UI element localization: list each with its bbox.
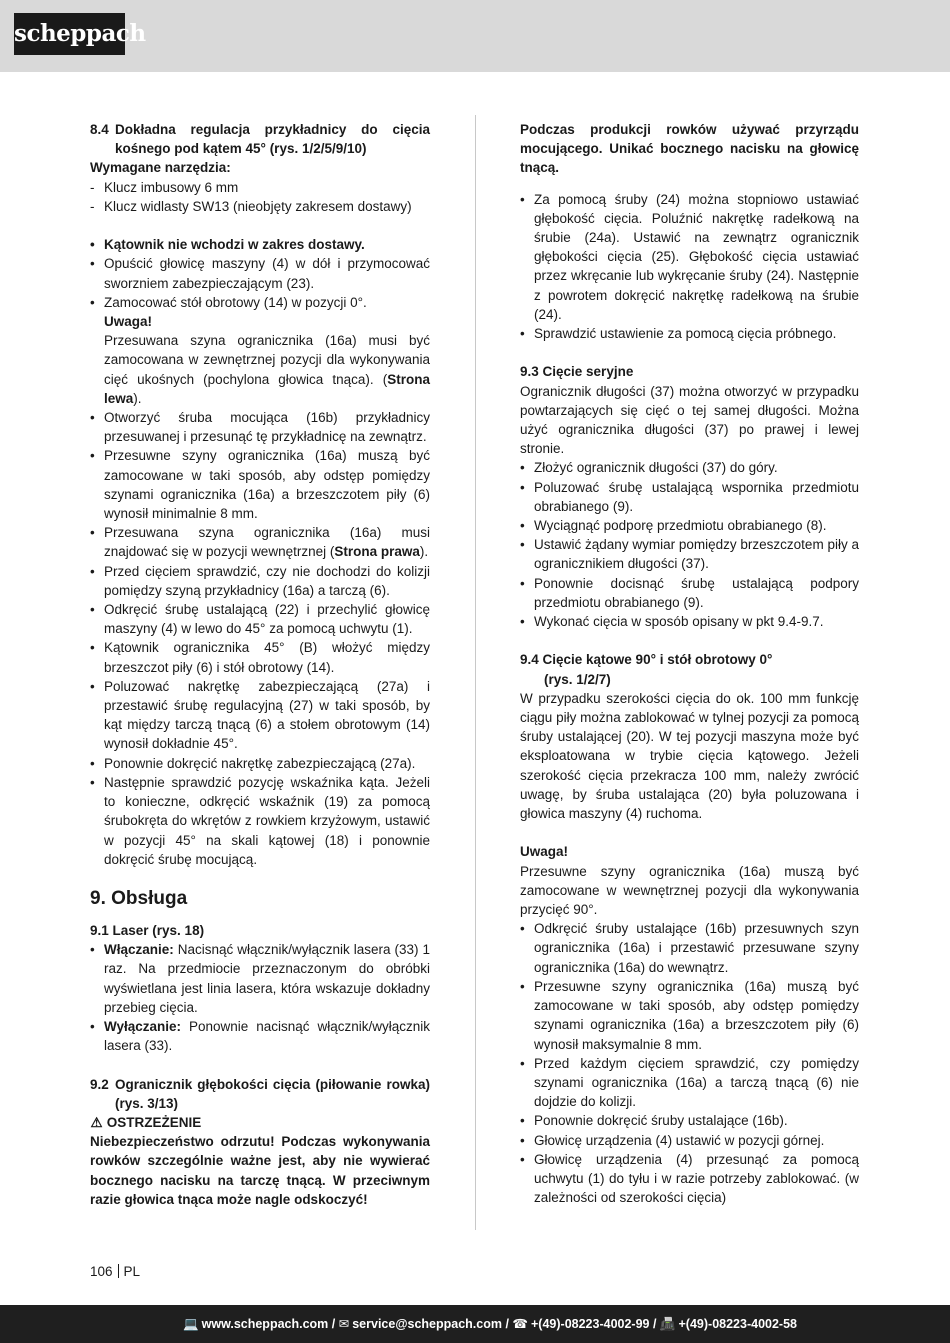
bullet-list <box>520 190 859 344</box>
list-item: • Wyłączanie: Ponownie nacisnąć włącznik/wyłącznik lasera (33). <box>90 1017 430 1055</box>
warning-triangle-icon: ⚠ <box>90 1114 103 1130</box>
list-item: • Opuścić głowicę maszyny (4) w dół i przymocować sworzniem zabezpieczającym (23). <box>90 254 430 292</box>
list-item: • Odkręcić śruby ustalające (16b) przesuwnych szyn ogranicznika (16a) i przestawić przesuwane szyny ogranicznika (16a) do wewnątrz. <box>520 919 859 977</box>
list-item: • Złożyć ogranicznik długości (37) do góry. <box>520 458 859 477</box>
footer-bar <box>0 1305 950 1343</box>
warning-text: Niebezpieczeństwo odrzutu! Podczas wykonywania rowków szczególnie ważne jest, aby nie wywierać bocznego nacisku na tarczę tnącą. W przeciwnym razie głowica tnąca może nagle odskoczyć! <box>90 1134 430 1207</box>
left-column <box>90 120 430 1209</box>
phone-number: +(49)-08223-4002-99 / <box>531 1317 657 1331</box>
column-divider <box>475 115 476 1230</box>
section-9-1-heading: 9.1 Laser (rys. 18) <box>90 922 205 938</box>
list-item: • Ponownie docisnąć śrubę ustalającą podpory przedmiotu obrabianego (9). <box>520 574 859 612</box>
header-bar <box>0 0 950 72</box>
list-item: • Ustawić żądany wymiar pomiędzy brzeszczotem piły a ogranicznikiem długości (37). <box>520 535 859 573</box>
warning-note-label: Uwaga! <box>104 314 153 330</box>
fax-icon: 📠 <box>659 1317 676 1331</box>
list-item: • Wyciągnąć podporę przedmiotu obrabianego (8). <box>520 516 859 535</box>
section-9-2-heading: 9.2 Ogranicznik głębokości cięcia (piłowanie rowka) (rys. 3/13) <box>90 1076 430 1111</box>
website-link[interactable]: www.scheppach.com / <box>201 1317 336 1331</box>
section-9-4-subheading: (rys. 1/2/7) <box>544 671 611 687</box>
bullet-list <box>90 235 430 312</box>
list-item: • Włączanie: Nacisnąć włącznik/wyłącznik lasera (33) 1 raz. Na przedmiocie przeznaczonym do obróbki wyświetlana jest linia lasera, która wskazuje dokładny przebieg cięcia. <box>90 940 430 1017</box>
list-item: • Głowicę urządzenia (4) ustawić w pozycji górnej. <box>520 1131 859 1150</box>
list-item: • Głowicę urządzenia (4) przesunąć za pomocą uchwytu (1) do tyłu i w razie potrzeby zablokować. (w zależności od szerokości cięcia) <box>520 1150 859 1208</box>
list-item: • Przesuwne szyny ogranicznika (16a) muszą być zamocowane w taki sposób, aby odstęp pomiędzy szynami ogranicznika (16a) a brzeszczotem piły (6) wynosił minimalnie 8 mm. <box>90 446 430 523</box>
section-9-4-text: W przypadku szerokości cięcia do ok. 100 mm funkcję ciągu piły można zablokować w tylnej pozycji za pomocą śruby ustalającej (20). W tej pozycji maszyna może być eksploatowana w trybie cięcia kątowego. Jeżeli szerokość cięcia przekracza 100 mm, należy zwrócić uwagę, by śruba ustalająca (20) była poluzowana i głowica maszyny (4) ruchoma. <box>520 690 859 822</box>
list-item: • Przed cięciem sprawdzić, czy nie dochodzi do kolizji pomiędzy szyną przykładnicy (16a) a tarczą (6). <box>90 562 430 600</box>
list-item: • Kątownik nie wchodzi w zakres dostawy. <box>90 235 430 254</box>
bullet-list <box>90 940 430 1055</box>
section-9-heading: 9. Obsługa <box>90 887 188 909</box>
list-item: • Otworzyć śruba mocująca (16b) przykładnicy przesuwanej i przesunąć tę przykładnicę na zewnątrz. <box>90 408 430 446</box>
tools-heading: Wymagane narzędzia: <box>90 160 231 176</box>
page-number: 106 PL <box>90 1264 141 1279</box>
list-item: • Poluzować nakrętkę zabezpieczającą (27a) i przestawić śrubę regulacyjną (27) w taki sposób, by kąt między tarczą tnącą (6) a stołem obrotowym (14) wynosił dokładnie 45°. <box>90 677 430 754</box>
list-item: • Kątownik ogranicznika 45° (B) włożyć między brzeszczot piły (6) i stół obrotowy (14). <box>90 638 430 676</box>
tool-item: - Klucz widlasty SW13 (nieobjęty zakresem dostawy) <box>90 198 412 214</box>
phone-icon: ☎ <box>512 1317 528 1331</box>
list-item: • Przesuwne szyny ogranicznika (16a) muszą być zamocowane w taki sposób, aby odstęp pomiędzy szynami ogranicznika (16a) a brzeszczotem piły (6) wynosił maksymalnie 8 mm. <box>520 977 859 1054</box>
bullet-list <box>520 919 859 1207</box>
list-item: • Ponownie dokręcić nakrętkę zabezpieczającą (27a). <box>90 754 430 773</box>
list-item: • Zamocować stół obrotowy (14) w pozycji 0°. <box>90 293 430 312</box>
mail-icon: ✉ <box>338 1317 350 1331</box>
list-item: • Następnie sprawdzić pozycję wskaźnika kąta. Jeżeli to konieczne, odkręcić wskaźnik (19) za pomocą śrubokręta do wkrętów z rowkiem krzyżowym, ustawić w pozycji 45° na skali kątowej (18) i ponownie dokręcić śrubę mocującą. <box>90 773 430 869</box>
warning-note-text: Przesuwana szyna ogranicznika (16a) musi być zamocowana w zewnętrznej pozycji dla wykonywania cięć ukośnych (pochylona głowica tnąca). (Strona lewa). <box>104 333 430 406</box>
computer-icon: 💻 <box>183 1317 199 1331</box>
warning-note-label: Uwaga! <box>520 844 569 860</box>
section-9-4-heading: 9.4 Cięcie kątowe 90° i stół obrotowy 0° <box>520 652 773 668</box>
warning-heading: ⚠ OSTRZEŻENIE <box>90 1113 430 1132</box>
right-column <box>520 120 859 1207</box>
warning-note-text: Przesuwne szyny ogranicznika (16a) muszą być zamocowane w wewnętrznej pozycji dla wykonywania przycięć 90°. <box>520 863 859 918</box>
fax-number: +(49)-08223-4002-58 <box>678 1317 797 1331</box>
section-9-3-text: Ogranicznik długości (37) można otworzyć w przypadku powtarzających się cięć o tej samej długości. Można użyć ogranicznika długości (37) po prawej i lewej stronie. <box>520 383 859 457</box>
list-item: • Odkręcić śrubę ustalającą (22) i przechylić głowicę maszyny (4) w lewo do 45° za pomocą uchwytu (1). <box>90 600 430 638</box>
bullet-list <box>90 408 430 869</box>
email-link[interactable]: service@scheppach.com / <box>352 1317 509 1331</box>
list-item: • Za pomocą śruby (24) można stopniowo ustawiać głębokość cięcia. Poluźnić nakrętkę radełkową na śrubie (24a). Ustawić na zewnątrz ogranicznik głębokości cięcia (25). Głębokość cięcia ustawiać przez wkręcanie lub wykręcanie śruby (24). Następnie z powrotem dokręcić nakrętkę radełkową na śrubie (24). <box>520 190 859 324</box>
list-item: • Wykonać cięcia w sposób opisany w pkt 9.4-9.7. <box>520 612 859 631</box>
list-item: • Przesuwana szyna ogranicznika (16a) musi znajdować się w pozycji wewnętrznej (Strona prawa). <box>90 523 430 561</box>
section-9-3-heading: 9.3 Cięcie seryjne <box>520 364 634 380</box>
list-item: • Sprawdzić ustawienie za pomocą cięcia próbnego. <box>520 324 859 343</box>
section-8-4-heading: 8.4 Dokładna regulacja przykładnicy do cięcia kośnego pod kątem 45° (rys. 1/2/5/9/10) <box>90 122 430 157</box>
bullet-list <box>520 458 859 631</box>
scheppach-logo: scheppach <box>14 13 125 55</box>
list-item: • Przed każdym cięciem sprawdzić, czy pomiędzy szynami ogranicznika (16a) a tarczą tnącą (6) nie dojdzie do kolizji. <box>520 1054 859 1112</box>
intro-bold-text: Podczas produkcji rowków używać przyrządu mocującego. Unikać bocznego nacisku na głowicę tnącą. <box>520 122 859 176</box>
tool-item: - Klucz imbusowy 6 mm <box>90 179 239 195</box>
list-item: • Ponownie dokręcić śruby ustalające (16b). <box>520 1111 859 1130</box>
list-item: • Poluzować śrubę ustalającą wspornika przedmiotu obrabianego (9). <box>520 478 859 516</box>
